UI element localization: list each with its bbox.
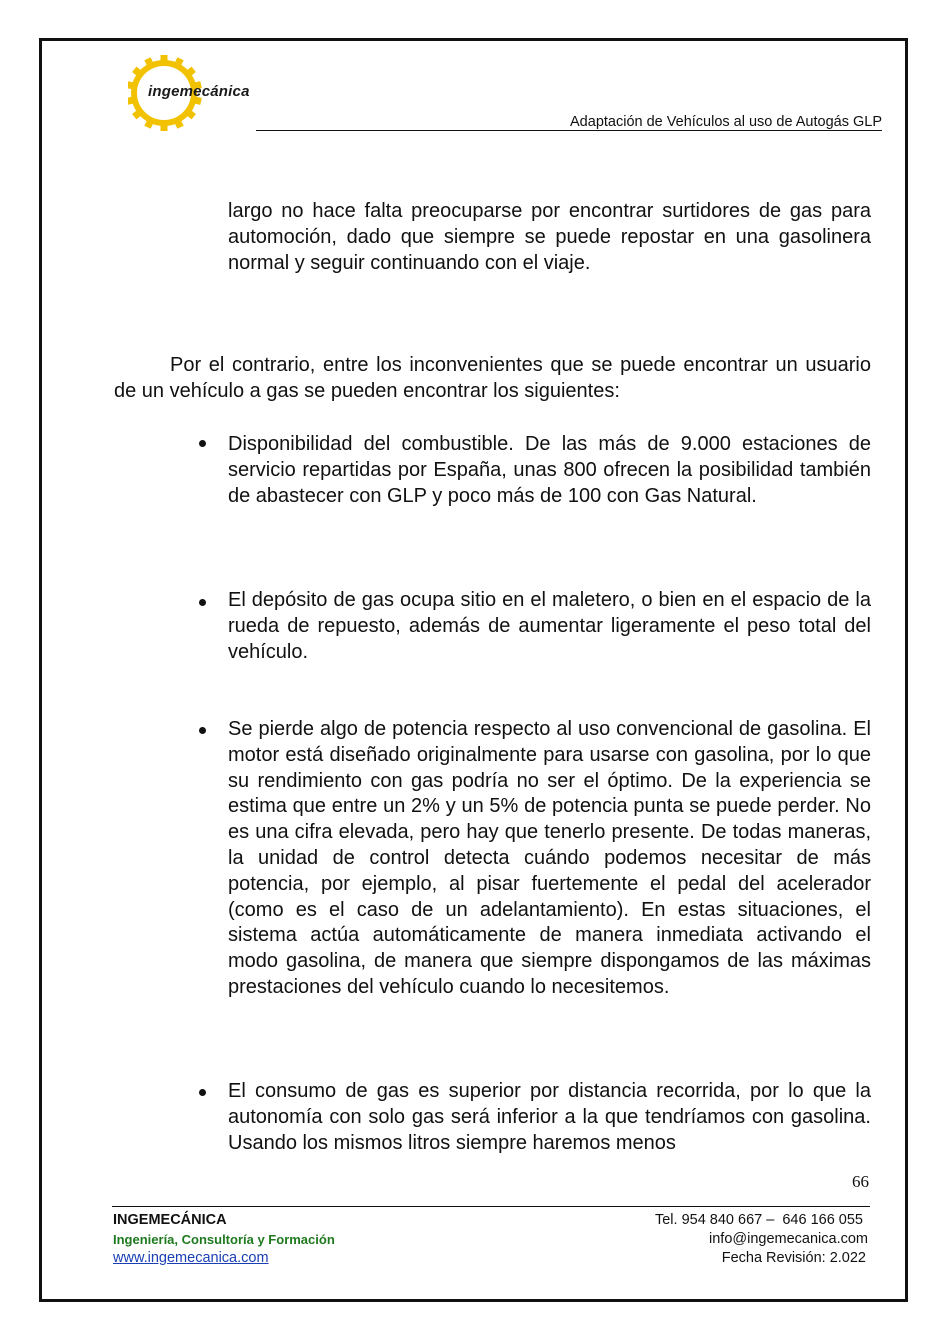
list-item: El depósito de gas ocupa sitio en el maletero, o bien en el espacio de la rueda de repuesto, además de aumentar ligeramente el peso total del vehículo.	[228, 589, 871, 663]
footer-tagline: Ingeniería, Consultoría y Formación	[113, 1232, 335, 1247]
company-logo	[128, 55, 268, 131]
list-item: El consumo de gas es superior por distancia recorrida, por lo que la autonomía con solo gas será inferior a la que tendríamos con gasolina. Usando los mismos litros siempre haremos menos	[228, 1080, 871, 1154]
footer-revision-date: Fecha Revisión: 2.022	[721, 1250, 866, 1266]
header-rule	[256, 130, 882, 131]
list-item: Disponibilidad del combustible. De las más de 9.000 estaciones de servicio repartidas por España, unas 800 ofrecen la posibilidad también de abastecer con GLP y poco más de 100 con Gas Natural.	[228, 433, 871, 507]
list-item: Se pierde algo de potencia respecto al uso convencional de gasolina. El motor está diseñado originalmente para usarse con gasolina, por lo que su rendimiento con gas podría no ser el óptimo. De la experiencia se estima que entre un 2% y un 5% de potencia punta se puede perder. No es una cifra elevada, pero hay que tenerlo presente. De todas maneras, la unidad de control detecta cuándo podemos necesitar de más potencia, por ejemplo, al pisar fuertemente el pedal del acelerador (como es el caso de un adelantamiento). En estas situaciones, el sistema actúa automáticamente de manera inmediata activando el modo gasolina, de manera que siempre dispongamos de las máximas prestaciones del vehículo cuando lo necesitemos.	[228, 718, 871, 998]
logo-wordmark: ingemecánica	[148, 83, 250, 100]
footer-website-link[interactable]: www.ingemecanica.com	[113, 1250, 269, 1266]
footer-phone: Tel. 954 840 667 – 646 166 055	[654, 1212, 863, 1228]
footer-email: info@ingemecanica.com	[709, 1231, 868, 1247]
continuation-paragraph: largo no hace falta preocuparse por encontrar surtidores de gas para automoción, dado que siempre se puede repostar en una gasolinera normal y seguir continuando con el viaje.	[228, 200, 871, 274]
page-number: 66	[852, 1172, 869, 1191]
bullet-marker	[199, 599, 206, 606]
footer-company: INGEMECÁNICA	[113, 1212, 227, 1228]
intro-paragraph: Por el contrario, entre los inconvenientes que se puede encontrar un usuario de un vehículo a gas se pueden encontrar los siguientes:	[114, 354, 871, 402]
bullet-marker	[199, 1089, 206, 1096]
document-title: Adaptación de Vehículos al uso de Autogás GLP	[570, 114, 882, 130]
bullet-marker	[199, 727, 206, 734]
footer-rule	[112, 1206, 870, 1207]
bullet-marker	[199, 440, 206, 447]
